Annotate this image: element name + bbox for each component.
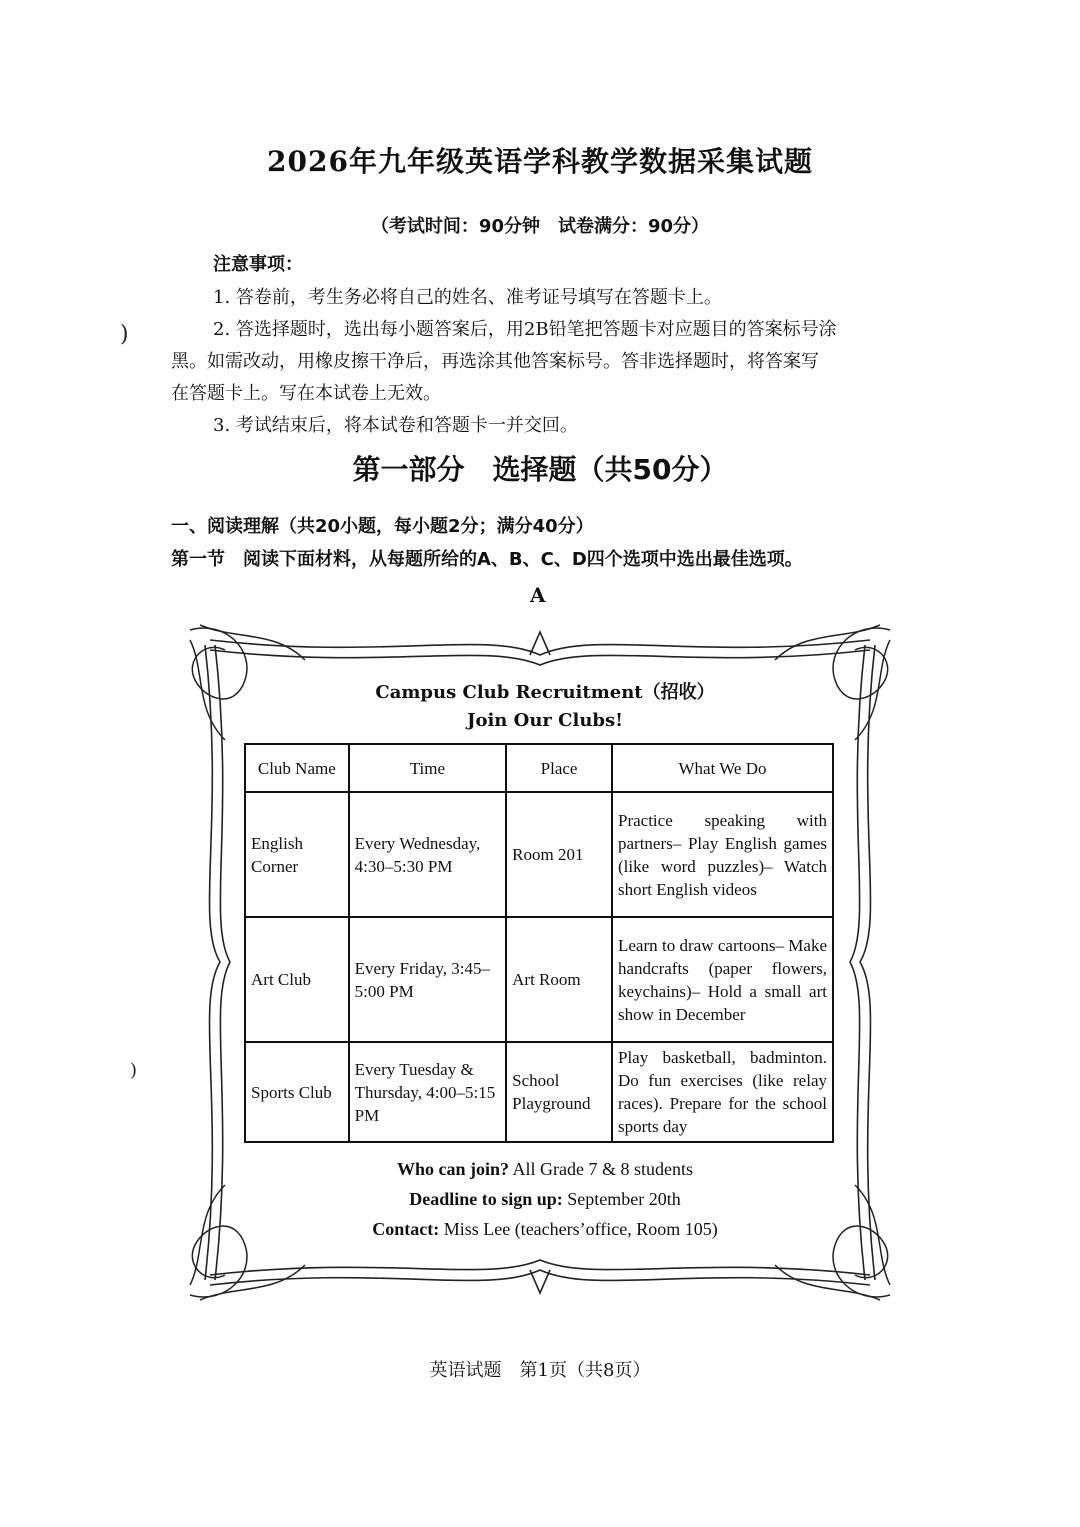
note-item-3: 3. 考试结束后，将本试卷和答题卡一并交回。 — [213, 415, 578, 436]
cell-what: Play basketball, badminton. Do fun exercises (like relay races). Prepare for the school sports day — [612, 1042, 833, 1142]
poster-title: Campus Club Recruitment（招收） — [375, 682, 715, 703]
cell-place: Room 201 — [506, 792, 612, 917]
cell-what: Learn to draw cartoons– Make handcrafts (paper flowers, keychains)– Hold a small art show in December — [612, 917, 833, 1042]
note-item-2-line-2: 黑。如需改动，用橡皮擦干净后，再选涂其他答案标号。答非选择题时，将答案写 — [171, 351, 819, 372]
poster-subtitle: Join Our Clubs! — [466, 710, 624, 731]
section-heading: 一、阅读理解（共20小题，每小题2分；满分40分） — [171, 516, 594, 537]
contact — [185, 1219, 905, 1240]
note-item-2-line-3: 在答题卡上。写在本试卷上无效。 — [171, 383, 441, 404]
header-place: Place — [506, 744, 612, 792]
deadline — [185, 1189, 905, 1210]
cell-club: English Corner — [245, 792, 349, 917]
notes-heading: 注意事项： — [213, 254, 303, 275]
contact-label: Contact: — [372, 1219, 440, 1239]
header-time: Time — [349, 744, 506, 792]
page-footer: 英语试题 第1页（共8页） — [429, 1360, 651, 1381]
deadline-value: September 20th — [562, 1189, 681, 1209]
who-value: All Grade 7 & 8 students — [509, 1159, 693, 1179]
table-row — [245, 1042, 833, 1142]
cell-club: Sports Club — [245, 1042, 349, 1142]
table-row — [245, 792, 833, 917]
margin-mark-1: ) — [120, 322, 129, 347]
cell-time: Every Friday, 3:45–5:00 PM — [349, 917, 506, 1042]
note-item-1: 1. 答卷前，考生务必将自己的姓名、准考证号填写在答题卡上。 — [213, 287, 722, 308]
part-one-title: 第一部分 选择题（共50分） — [352, 453, 728, 486]
deadline-label: Deadline to sign up: — [409, 1189, 563, 1209]
cell-what: Practice speaking with partners– Play English games (like word puzzles)– Watch short English videos — [612, 792, 833, 917]
table-row — [245, 917, 833, 1042]
cell-place: School Playground — [506, 1042, 612, 1142]
exam-subtitle: （考试时间：90分钟 试卷满分：90分） — [370, 216, 710, 237]
who-label: Who can join? — [396, 1159, 510, 1179]
who-can-join — [185, 1159, 905, 1180]
passage-label: A — [530, 583, 546, 607]
table-header-row — [245, 744, 833, 792]
header-what-we-do: What We Do — [612, 744, 833, 792]
cell-time: Every Wednesday, 4:30–5:30 PM — [349, 792, 506, 917]
exam-title: 2026年九年级英语学科教学数据采集试题 — [267, 145, 813, 178]
cell-place: Art Room — [506, 917, 612, 1042]
cell-club: Art Club — [245, 917, 349, 1042]
margin-mark-2: ) — [130, 1060, 138, 1081]
cell-time: Every Tuesday & Thursday, 4:00–5:15 PM — [349, 1042, 506, 1142]
note-item-2-line-1: 2. 答选择题时，选出每小题答案后，用2B铅笔把答题卡对应题目的答案标号涂 — [213, 319, 837, 340]
subsection-instruction: 第一节 阅读下面材料，从每题所给的A、B、C、D四个选项中选出最佳选项。 — [171, 549, 803, 570]
header-club-name: Club Name — [245, 744, 349, 792]
clubs-table — [244, 743, 834, 1143]
contact-value: Miss Lee (teachers’office, Room 105) — [439, 1219, 718, 1239]
